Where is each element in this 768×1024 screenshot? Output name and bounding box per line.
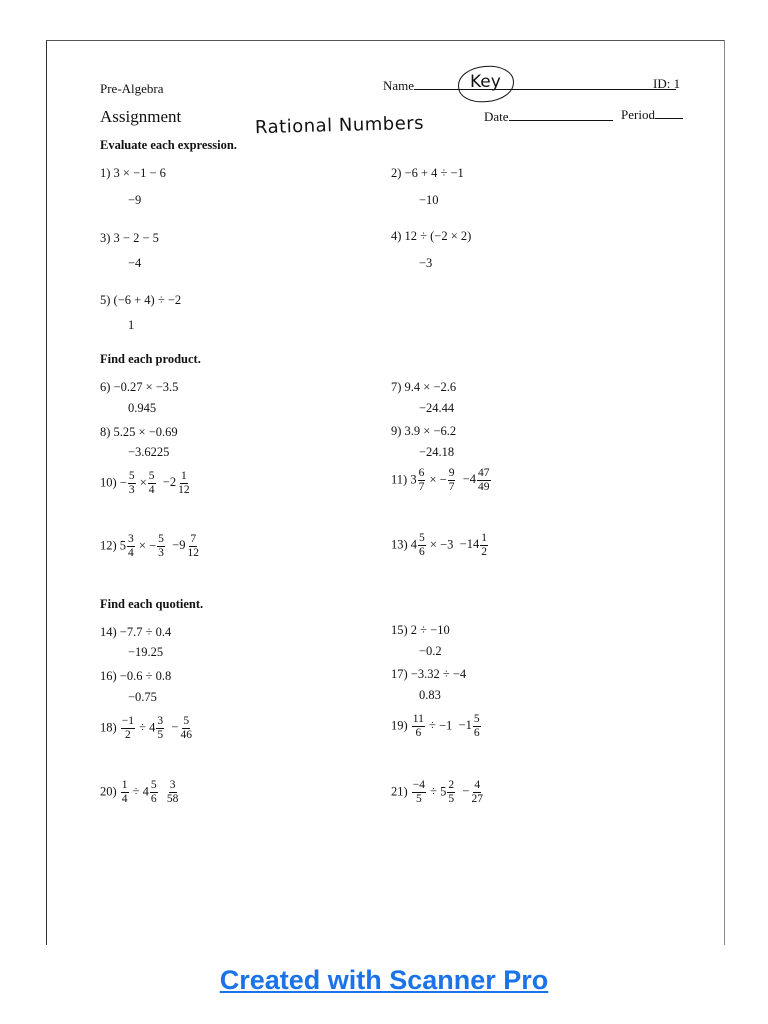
fraction: $\frac{5}{3}$ (128, 470, 135, 496)
fraction: $\frac{5}{4}$ (148, 470, 155, 496)
problem-16: 16) −0.6 ÷ 0.8 (100, 669, 172, 683)
answer-8: −3.6225 (128, 445, 170, 459)
fraction: $\frac{-1}{2}$ (121, 715, 135, 741)
section-heading-product: Find each product. (100, 352, 201, 366)
answer-2: −10 (419, 193, 439, 207)
fraction: $\frac{11}{6}$ (412, 713, 424, 739)
fraction: $\frac{3}{4}$ (128, 533, 134, 559)
answer-3: −4 (128, 256, 142, 270)
answer-6: 0.945 (128, 401, 157, 415)
answer-7: −24.44 (419, 401, 455, 415)
answer-20: $\frac{3}{58}$ (166, 779, 179, 805)
answer-17: 0.83 (419, 688, 441, 702)
problem-19: 19) $\frac{11}{6}$ ÷ −1 −1 $\frac{5}{6}$ (391, 713, 480, 739)
answer-18: − $\frac{5}{46}$ (171, 715, 192, 741)
answer-10: −2 $\frac{1}{12}$ (162, 470, 190, 496)
problem-18: 18) $\frac{-1}{2}$ ÷ 4 $\frac{3}{5}$ − $\frac{5}{46}$ (100, 715, 192, 741)
answer-12: −9 $\frac{7}{12}$ (172, 533, 199, 559)
section-heading-quotient: Find each quotient. (100, 597, 204, 611)
section-heading-evaluate: Evaluate each expression. (100, 138, 237, 152)
problem-8: 8) 5.25 × −0.69 (100, 425, 178, 439)
problem-4: 4) 12 ÷ (−2 × 2) (391, 229, 472, 243)
id-label: ID: 1 (653, 76, 681, 91)
problem-17: 17) −3.32 ÷ −4 (391, 667, 467, 681)
fraction: $\frac{2}{5}$ (448, 779, 455, 805)
fraction: $\frac{6}{7}$ (418, 467, 425, 493)
fraction: $\frac{-4}{5}$ (412, 779, 426, 805)
answer-9: −24.18 (419, 445, 455, 459)
period-field (621, 107, 683, 123)
problem-5: 5) (−6 + 4) ÷ −2 (100, 293, 182, 307)
period-label: Period (621, 107, 655, 122)
problem-12: 12) 5 $\frac{3}{4}$ × − $\frac{5}{3}$ −9 $\frac{7}{12}$ (100, 533, 199, 559)
problem-11: 11) 3 $\frac{6}{7}$ × − $\frac{9}{7}$ −4 $\frac{47}{49}$ (391, 467, 490, 493)
name-field (383, 78, 676, 94)
answer-16: −0.75 (128, 690, 157, 704)
date-line (509, 120, 613, 121)
problem-21: 21) $\frac{-4}{5}$ ÷ 5 $\frac{2}{5}$ − $\frac{4}{27}$ (391, 779, 483, 805)
answer-1: −9 (128, 193, 142, 207)
problem-13: 13) 4 $\frac{5}{6}$ × −3 −14 $\frac{1}{2}$ (391, 532, 487, 558)
name-line (414, 89, 676, 90)
answer-4: −3 (419, 256, 433, 270)
handwritten-topic: Rational Numbers (254, 112, 425, 139)
problem-6: 6) −0.27 × −3.5 (100, 380, 179, 394)
problem-7: 7) 9.4 × −2.6 (391, 380, 457, 394)
assignment-title: Assignment (100, 107, 182, 126)
problem-3: 3) 3 − 2 − 5 (100, 231, 159, 245)
name-value-handwritten: Key (470, 72, 501, 92)
problem-10: 10) − $\frac{5}{3}$ × $\frac{5}{4}$ −2 $\frac{1}{12}$ (100, 470, 190, 496)
date-label: Date (484, 109, 509, 124)
fraction: $\frac{5}{6}$ (150, 779, 157, 805)
answer-5: 1 (128, 318, 135, 332)
problem-14: 14) −7.7 ÷ 0.4 (100, 625, 172, 639)
fraction: $\frac{9}{7}$ (448, 467, 455, 493)
name-label: Name (383, 78, 415, 93)
answer-11: −4 $\frac{47}{49}$ (462, 467, 490, 493)
fraction: $\frac{5}{6}$ (419, 532, 425, 558)
problem-15: 15) 2 ÷ −10 (391, 623, 450, 637)
problem-20: 20) $\frac{1}{4}$ ÷ 4 $\frac{5}{6}$ $\frac{3}{58}$ (100, 779, 179, 805)
answer-13: −14 $\frac{1}{2}$ (459, 532, 487, 558)
answer-15: −0.2 (419, 644, 442, 658)
answer-14: −19.25 (128, 645, 164, 659)
fraction: $\frac{1}{4}$ (121, 779, 128, 805)
created-with-scanner-pro-link[interactable]: Created with Scanner Pro (219, 965, 549, 995)
period-line (655, 118, 683, 119)
fraction: $\frac{5}{3}$ (158, 533, 164, 559)
problem-9: 9) 3.9 × −6.2 (391, 424, 457, 438)
date-field (484, 109, 613, 125)
answer-19: −1 $\frac{5}{6}$ (458, 713, 480, 739)
answer-21: − $\frac{4}{27}$ (462, 779, 483, 805)
problem-2: 2) −6 + 4 ÷ −1 (391, 166, 464, 180)
problem-1: 1) 3 × −1 − 6 (100, 166, 166, 180)
course-label: Pre-Algebra (100, 81, 164, 96)
fraction: $\frac{3}{5}$ (157, 715, 164, 741)
